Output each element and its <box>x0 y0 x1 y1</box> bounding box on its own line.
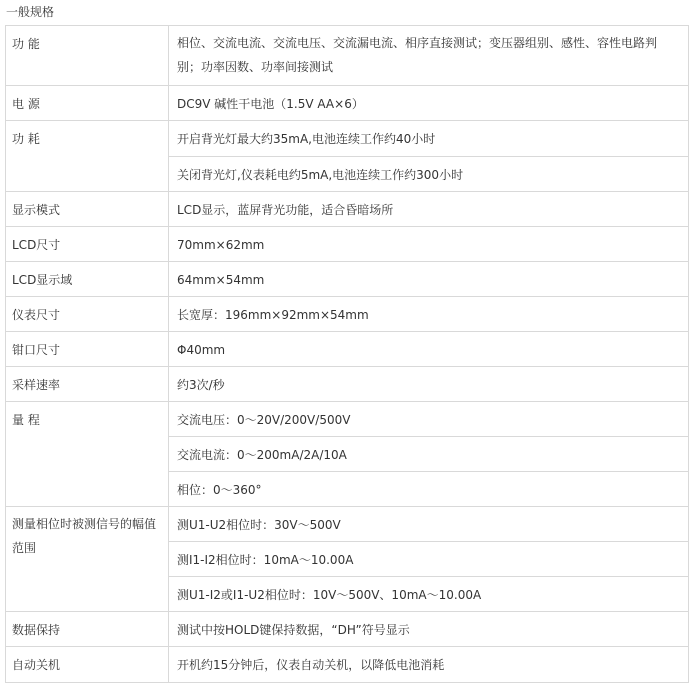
row-value: 长宽厚：196mm×92mm×54mm <box>169 297 689 332</box>
table-row <box>6 402 689 437</box>
row-value: LCD显示，蓝屏背光功能，适合昏暗场所 <box>169 192 689 227</box>
table-row <box>6 262 689 297</box>
row-label: 测量相位时被测信号的幅值范围 <box>6 507 169 612</box>
row-label: 量 程 <box>6 402 169 507</box>
row-value: 测试中按HOLD键保持数据，“DH”符号显示 <box>169 612 689 647</box>
row-value: DC9V 碱性干电池（1.5V AA×6） <box>169 86 689 121</box>
row-value: Φ40mm <box>169 332 689 367</box>
row-value: 测U1-I2或I1-U2相位时：10V～500V、10mA～10.00A <box>169 577 689 612</box>
row-label: 采样速率 <box>6 367 169 402</box>
table-row <box>6 121 689 157</box>
row-value: 约3次/秒 <box>169 367 689 402</box>
row-label: 显示模式 <box>6 192 169 227</box>
row-value: 交流电压：0～20V/200V/500V <box>169 402 689 437</box>
table-row <box>6 26 689 86</box>
table-row <box>6 612 689 647</box>
row-value: 开机约15分钟后，仪表自动关机，以降低电池消耗 <box>169 647 689 683</box>
table-row <box>6 507 689 542</box>
row-label: 电 源 <box>6 86 169 121</box>
row-value: 交流电流：0～200mA/2A/10A <box>169 437 689 472</box>
row-value: 相位：0～360° <box>169 472 689 507</box>
section-heading: 一般规格 <box>6 5 55 19</box>
row-value: 测I1-I2相位时：10mA～10.00A <box>169 542 689 577</box>
row-label: 钳口尺寸 <box>6 332 169 367</box>
table-row <box>6 332 689 367</box>
row-value: 70mm×62mm <box>169 227 689 262</box>
row-label: 仪表尺寸 <box>6 297 169 332</box>
table-row <box>6 367 689 402</box>
row-value: 测U1-U2相位时：30V～500V <box>169 507 689 542</box>
row-label: 功 耗 <box>6 121 169 192</box>
table-row <box>6 227 689 262</box>
row-label: 功 能 <box>6 26 169 86</box>
table-row <box>6 297 689 332</box>
row-value: 开启背光灯最大约35mA,电池连续工作约40小时 <box>169 121 689 157</box>
row-label: LCD尺寸 <box>6 227 169 262</box>
row-value: 64mm×54mm <box>169 262 689 297</box>
table-row <box>6 192 689 227</box>
row-value: 相位、交流电流、交流电压、交流漏电流、相序直接测试；变压器组别、感性、容性电路判别；功率因数、功率间接测试 <box>169 26 689 86</box>
table-row <box>6 86 689 121</box>
row-value: 关闭背光灯,仪表耗电约5mA,电池连续工作约300小时 <box>169 157 689 192</box>
row-label: LCD显示域 <box>6 262 169 297</box>
row-label: 自动关机 <box>6 647 169 683</box>
table-row <box>6 647 689 683</box>
row-label: 数据保持 <box>6 612 169 647</box>
spec-table <box>5 25 689 683</box>
